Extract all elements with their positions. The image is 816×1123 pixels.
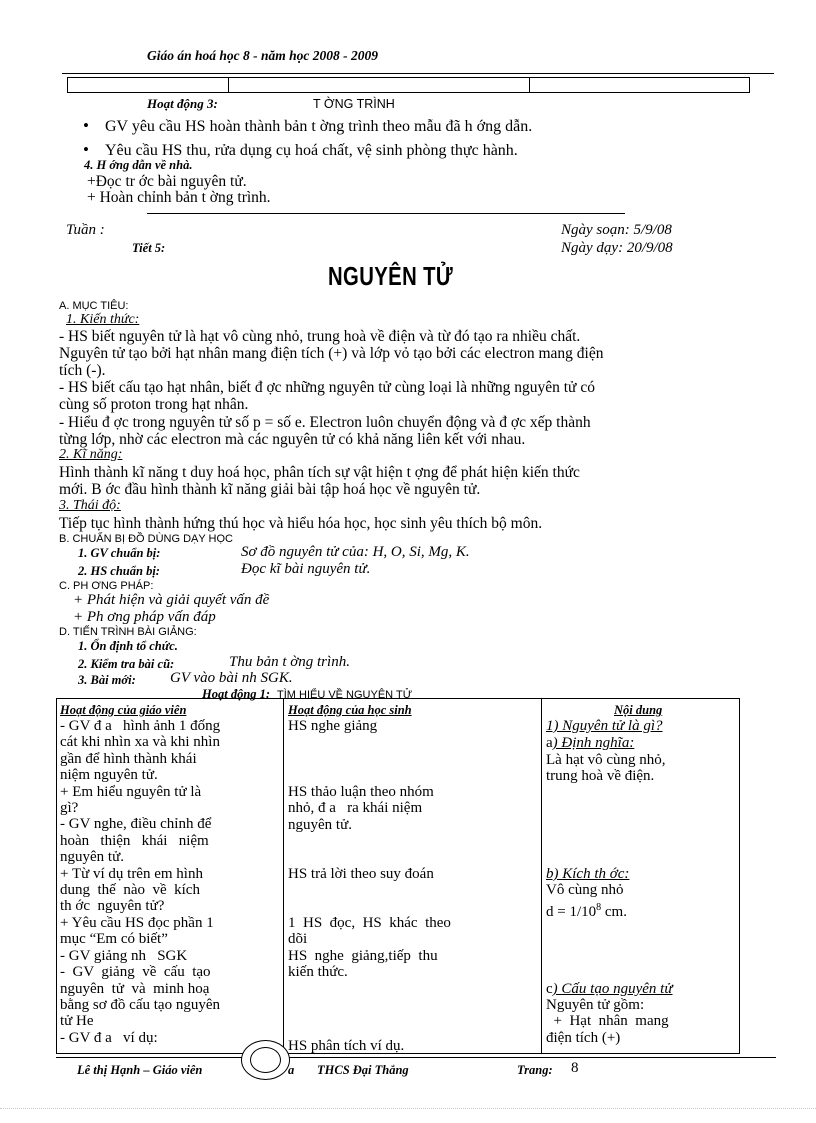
footer-page-number: 8 [571, 1060, 579, 1076]
footer-rule [56, 1057, 776, 1058]
content-subheading-text: ) Định nghĩa: [552, 735, 635, 751]
skills-line: Hình thành kĩ năng t duy hoá học, phân tích sự vật hiện t ợng để phát hiện kiến thức [59, 464, 580, 481]
teacher-line: + Em hiểu nguyên tử là [60, 783, 202, 800]
teacher-line: nguyên tử. [60, 849, 124, 866]
knowledge-line: từng lớp, nhờ các electron mà các nguyên tử có khả năng liên kết với nhau. [59, 431, 526, 448]
week-label: Tuần : [66, 222, 105, 238]
activity1-label: Hoạt động 1: [202, 687, 271, 701]
teacher-line: + Yêu cầu HS đọc phần 1 [60, 914, 214, 931]
column-divider [541, 699, 542, 1053]
knowledge-line: - HS biết nguyên tử là hạt vô cùng nhỏ, trung hoà về điện và từ đó tạo ra nhiều chất. [59, 328, 581, 345]
bullet-text: Yêu cầu HS thu, rửa dụng cụ hoá chất, vệ sinh phòng thực hành. [105, 142, 518, 159]
content-line: trung hoà về điện. [546, 768, 655, 785]
knowledge-line: cùng số proton trong hạt nhân. [59, 396, 249, 413]
content-text [546, 997, 669, 1046]
procedure-step2-label: 2. Kiểm tra bài cũ: [78, 657, 175, 671]
content-heading: 1) Nguyên tử là gì? [546, 718, 663, 734]
knowledge-line: - HS biết cấu tạo hạt nhân, biết đ ợc những nguyên tử cùng loại là những nguyên tử có [59, 379, 595, 396]
content-subheading [546, 735, 634, 751]
bullet-item [83, 141, 518, 159]
content-line: Là hạt vô cùng nhỏ, [546, 752, 666, 768]
procedure-step3-value: GV vào bài nh SGK. [170, 670, 293, 686]
skills-heading: 2. Kĩ năng: [59, 447, 123, 462]
col-header-content: Nội dung [614, 703, 663, 717]
size-formula [546, 900, 627, 920]
content-text [546, 752, 666, 785]
student-line: nhỏ, đ a ra khái niệm [288, 800, 423, 817]
teacher-line: mục “Em có biết” [60, 931, 168, 948]
student-activity: HS trả lời theo suy đoán [288, 866, 434, 882]
teacher-line: dung thế nào về kích [60, 882, 200, 899]
teach-date: Ngày dạy: 20/9/08 [561, 240, 673, 256]
student-line: HS nghe giảng,tiếp thu [288, 948, 438, 964]
footer-school: THCS Đại Thắng [317, 1063, 409, 1077]
procedure-step1: 1. Ổn định tổ chức. [78, 639, 178, 653]
teacher-line: gần để hình thành khái [60, 750, 197, 767]
circle-stamp-icon [241, 1040, 290, 1080]
gv-prep-label: 1. GV chuẩn bị: [78, 546, 161, 560]
teacher-line: - GV nghe, điều chỉnh để [60, 816, 212, 833]
content-subheading-text: ) Cấu tạo nguyên tử [552, 981, 673, 997]
homework-item: +Đọc tr ớc bài nguyên tử. [87, 173, 247, 190]
method-item: + Ph ơng pháp vấn đáp [73, 609, 216, 625]
procedure-step2-value: Thu bản t ờng trình. [229, 654, 350, 670]
teacher-line: hoàn thiện khái niệm [60, 832, 209, 849]
content-line: Nguyên tử gồm: [546, 997, 645, 1013]
knowledge-line: tích (-). [59, 362, 106, 379]
teacher-line: bằng sơ đồ cấu tạo nguyên [60, 996, 220, 1013]
student-activity [288, 915, 451, 948]
teacher-line: - GV đ a hình ảnh 1 đống [60, 718, 221, 734]
knowledge-line: Nguyên tử tạo bởi hạt nhân mang điện tích (+) và lớp vỏ tạo bởi các electron mang điện [59, 345, 604, 362]
student-line: 1 HS đọc, HS khác theo [288, 915, 451, 931]
teacher-line: tử He [60, 1013, 94, 1030]
content-subheading: b) Kích th ớc: [546, 866, 630, 882]
content-subheading-prefix: a [546, 735, 553, 751]
hs-prep-label: 2. HS chuẩn bị: [78, 564, 160, 578]
size-formula-exponent: 8 [596, 902, 602, 913]
attitude-heading: 3. Thái độ: [59, 498, 121, 513]
footer-author: Lê thị Hạnh – Giáo viên [77, 1063, 203, 1077]
size-formula-base: d = 1/10 [546, 904, 597, 920]
content-subheading [546, 981, 673, 997]
empty-top-table [67, 77, 750, 93]
teacher-activities [60, 718, 220, 1046]
bullet-item [83, 117, 532, 135]
content-line: + Hạt nhân mang [546, 1013, 669, 1030]
teacher-line: niệm nguyên tử. [60, 767, 158, 784]
footer-author-tail: a [288, 1063, 295, 1077]
teacher-line: + Từ ví dụ trên em hình [60, 865, 203, 882]
section-divider [147, 213, 625, 214]
teacher-line: cát khi nhìn xa và khi nhìn [60, 734, 220, 751]
activity1-title: TÌM HIỂU VỀ NGUYÊN TỬ [277, 689, 413, 701]
col-header-student: Hoạt động của học sinh [288, 703, 412, 717]
lesson-title: NGUYÊN TỬ [328, 261, 454, 291]
footer-page-label: Trang: [517, 1063, 553, 1077]
student-activity: HS nghe giảng [288, 718, 378, 734]
activity3-title: T ỜNG TRÌNH [313, 97, 395, 111]
teacher-line: th ớc nguyên tử? [60, 898, 165, 915]
prep-date: Ngày soạn: 5/9/08 [561, 222, 672, 238]
homework-item: + Hoàn chỉnh bản t ờng trình. [87, 189, 271, 206]
method-heading: C. PH ƠNG PHÁP: [59, 580, 154, 592]
student-line: nguyên tử. [288, 816, 352, 833]
knowledge-heading: 1. Kiến thức: [66, 312, 140, 327]
content-text: Vô cùng nhỏ [546, 882, 624, 898]
procedure-heading: D. TIẾN TRÌNH BÀI GIẢNG: [59, 626, 197, 638]
content-line: điện tích (+) [546, 1029, 621, 1046]
attitude-line: Tiếp tục hình thành hứng thú học và hiểu hóa học, học sinh yêu thích bộ môn. [59, 515, 543, 532]
student-activity: HS phân tích ví dụ. [288, 1038, 405, 1054]
preparation-heading: B. CHUẨN BỊ ĐỒ DÙNG DẠY HỌC [59, 533, 233, 545]
size-formula-unit: cm. [601, 904, 627, 920]
content-subheading-prefix: c [546, 981, 553, 997]
objectives-heading: A. MỤC TIÊU: [59, 300, 129, 312]
knowledge-line: - Hiểu đ ợc trong nguyên tử số p = số e. Electron luôn chuyển động và đ ợc xếp thành [59, 414, 591, 431]
col-header-teacher: Hoạt động của giáo viên [60, 703, 187, 717]
student-line: HS thảo luận theo nhóm [288, 784, 434, 800]
teacher-line: - GV giảng nh SGK [60, 947, 188, 964]
student-line: kiến thức. [288, 964, 348, 981]
activity1-table [56, 698, 740, 1054]
student-line: dõi [288, 931, 308, 948]
method-item: + Phát hiện và giải quyết vấn đề [73, 592, 270, 608]
gv-prep-value: Sơ đồ nguyên tử của: H, O, Si, Mg, K. [241, 544, 470, 560]
teacher-line: nguyên tử và minh hoạ [60, 980, 210, 997]
student-activity [288, 784, 434, 833]
teacher-line: - GV giảng về cấu tạo [60, 964, 211, 981]
column-divider [283, 699, 284, 1053]
skills-line: mới. B ớc đầu hình thành kĩ năng giải bài tập hoá học về nguyên tử. [59, 481, 481, 498]
teacher-line: gì? [60, 800, 79, 817]
hs-prep-value: Đọc kĩ bài nguyên tử. [241, 561, 371, 577]
activity3-label: Hoạt động 3: [147, 96, 218, 111]
teacher-line: - GV đ a ví dụ: [60, 1029, 158, 1046]
header-rule [62, 73, 774, 74]
period-label: Tiết 5: [132, 241, 166, 255]
student-activity [288, 948, 438, 981]
bullet-text: GV yêu cầu HS hoàn thành bản t ờng trình theo mẫu đã h ớng dẫn. [105, 118, 533, 135]
page-bottom-dotted-rule [0, 1108, 816, 1109]
page-header: Giáo án hoá học 8 - năm học 2008 - 2009 [147, 48, 379, 63]
homework-heading: 4. H ớng dẫn về nhà. [84, 158, 193, 172]
procedure-step3-label: 3. Bài mới: [78, 673, 136, 687]
